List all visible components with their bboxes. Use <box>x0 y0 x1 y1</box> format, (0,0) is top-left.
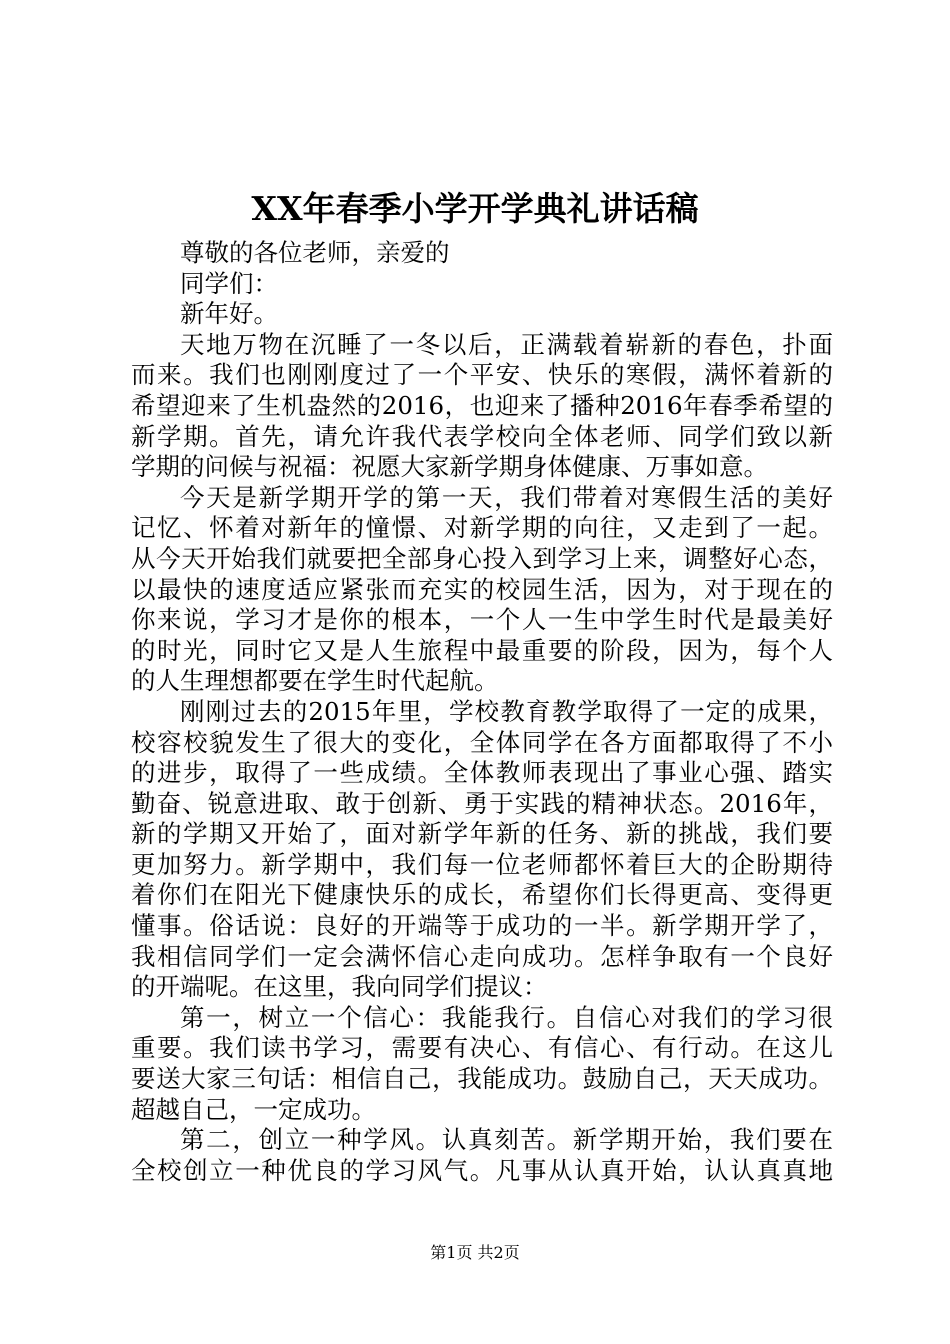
text-line: 更加努力。新学期中，我们每一位老师都怀着巨大的企盼期待 <box>131 849 833 879</box>
text-line: 校容校貌发生了很大的变化，全体同学在各方面都取得了不小 <box>131 727 833 757</box>
text-line: 你来说，学习才是你的根本，一个人一生中学生时代是最美好 <box>131 605 833 635</box>
text-line: 懂事。俗话说：良好的开端等于成功的一半。新学期开学了， <box>131 911 833 941</box>
text-line: 尊敬的各位老师，亲爱的 <box>180 238 450 267</box>
text-line: 今天是新学期开学的第一天，我们带着对寒假生活的美好 <box>180 482 833 512</box>
text-line: 同学们： <box>180 268 278 298</box>
text-line: 的时光，同时它又是人生旅程中最重要的阶段，因为，每个人 <box>131 635 833 665</box>
page-footer: 第1页 共2页 <box>430 1243 520 1262</box>
text-line: 的进步，取得了一些成绩。全体教师表现出了事业心强、踏实 <box>131 758 833 788</box>
text-line: 着你们在阳光下健康快乐的成长，希望你们长得更高、变得更 <box>131 880 833 910</box>
text-line: 的人生理想都要在学生时代起航。 <box>131 666 499 696</box>
text-line: 新学期。首先，请允许我代表学校向全体老师、同学们致以新 <box>131 421 833 451</box>
text-line: 全校创立一种优良的学习风气。凡事从认真开始，认认真真地 <box>131 1155 833 1185</box>
text-line: 要送大家三句话：相信自己，我能成功。鼓励自己，天天成功。 <box>131 1064 833 1094</box>
text-line: 超越自己，一定成功。 <box>131 1094 376 1124</box>
text-line: 第二，创立一种学风。认真刻苦。新学期开始，我们要在 <box>180 1125 833 1155</box>
text-line: 希望迎来了生机盎然的2016，也迎来了播种2016年春季希望的 <box>131 390 833 420</box>
text-line: 勤奋、锐意进取、敢于创新、勇于实践的精神状态。2016年， <box>131 788 833 818</box>
text-line: 学期的问候与祝福：祝愿大家新学期身体健康、万事如意。 <box>131 452 768 482</box>
text-line: 记忆、怀着对新年的憧憬、对新学期的向往，又走到了一起。 <box>131 513 833 543</box>
document-title: XX年春季小学开学典礼讲话稿 <box>251 189 699 228</box>
text-line: 重要。我们读书学习，需要有决心、有信心、有行动。在这儿 <box>131 1033 833 1063</box>
text-line: 我相信同学们一定会满怀信心走向成功。怎样争取有一个良好 <box>131 941 833 971</box>
text-line: 的开端呢。在这里，我向同学们提议： <box>131 972 548 1002</box>
text-line: 新的学期又开始了，面对新学年新的任务、新的挑战，我们要 <box>131 819 833 849</box>
text-line: 第一，树立一个信心：我能我行。自信心对我们的学习很 <box>180 1002 833 1032</box>
text-line: 而来。我们也刚刚度过了一个平安、快乐的寒假，满怀着新的 <box>131 360 833 390</box>
text-line: 刚刚过去的2015年里，学校教育教学取得了一定的成果， <box>180 696 833 726</box>
document-body <box>131 238 833 1186</box>
text-line: 从今天开始我们就要把全部身心投入到学习上来，调整好心态， <box>131 543 833 573</box>
text-line: 新年好。 <box>180 299 278 329</box>
text-line: 天地万物在沉睡了一冬以后，正满载着崭新的春色，扑面 <box>180 329 833 359</box>
text-line: 以最快的速度适应紧张而充实的校园生活，因为，对于现在的 <box>131 574 833 604</box>
